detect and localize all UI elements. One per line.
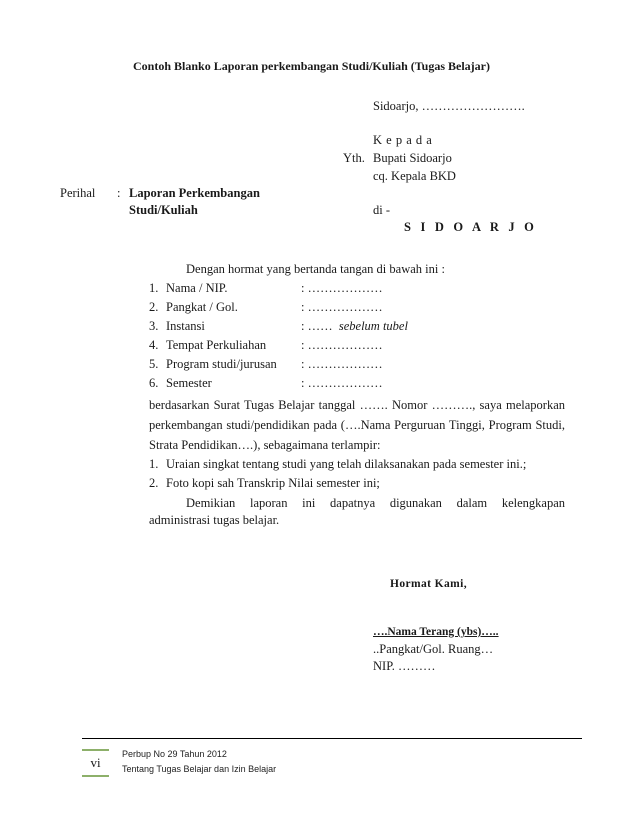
item-value: : ……………… — [301, 300, 383, 314]
item-number: 1. — [149, 281, 159, 295]
footer-line-2: Tentang Tugas Belajar dan Izin Belajar — [122, 764, 277, 774]
attachment-text: Uraian singkat tentang studi yang telah dilaksanakan pada semester ini.; — [166, 457, 527, 471]
attachment-item — [149, 457, 526, 472]
list-item — [149, 281, 383, 299]
recipient-city: S I D O A R J O — [404, 220, 538, 234]
item-number: 5. — [149, 357, 159, 371]
signature-nip: NIP. ……… — [373, 659, 436, 673]
signature-name-text: ….Nama Terang (ybs)….. — [373, 626, 499, 638]
attachment-text: Foto kopi sah Transkrip Nilai semester ini; — [166, 476, 380, 490]
recipient-di: di - — [373, 203, 391, 217]
paragraph-line: perkembangan studi/pendidikan pada (….Nama Perguruan Tinggi, Program Studi, — [149, 418, 565, 432]
footer-line-1: Perbup No 29 Tahun 2012 — [122, 749, 227, 759]
item-value-italic: sebelum tubel — [338, 319, 408, 333]
signature-greeting: Hormat Kami, — [390, 578, 467, 590]
attachment-number: 1. — [149, 457, 159, 471]
item-value: : ……………… — [301, 338, 383, 352]
page-number-accent-top — [82, 749, 109, 751]
list-item — [149, 338, 383, 356]
perihal-colon: : — [117, 186, 121, 200]
item-number: 4. — [149, 338, 159, 352]
item-label: Pangkat / Gol. — [166, 300, 238, 314]
perihal-line2: Studi/Kuliah — [129, 203, 198, 217]
item-value: : ……………… — [301, 376, 383, 390]
place-date: Sidoarjo, ……………………. — [373, 99, 525, 113]
perihal-line1: Laporan Perkembangan — [129, 186, 260, 200]
item-label: Instansi — [166, 319, 205, 333]
attachment-number: 2. — [149, 476, 159, 490]
document-title: Contoh Blanko Laporan perkembangan Studi/Kuliah (Tugas Belajar) — [133, 59, 490, 73]
signature-rank: ..Pangkat/Gol. Ruang… — [373, 642, 494, 656]
item-label: Program studi/jurusan — [166, 357, 277, 371]
signature-name — [373, 626, 499, 638]
page-number-accent-bottom — [82, 775, 109, 777]
item-label: Nama / NIP. — [166, 281, 228, 295]
recipient-yth: Yth. — [343, 151, 365, 165]
closing-line-2: administrasi tugas belajar. — [149, 513, 280, 527]
page-number: vi — [90, 755, 101, 770]
footer-divider — [82, 738, 582, 739]
perihal-label: Perihal — [60, 186, 96, 200]
closing-line-1 — [186, 493, 565, 513]
item-label: Semester — [166, 376, 212, 390]
intro-text: Dengan hormat yang bertanda tangan di bawah ini : — [186, 262, 445, 276]
list-item — [149, 300, 383, 318]
item-value: : …… — [301, 319, 333, 333]
item-value: : ……………… — [301, 357, 383, 371]
paragraph-line: berdasarkan Surat Tugas Belajar tanggal ……. Nomor ………., saya melaporkan — [149, 398, 565, 412]
paragraph-line: Strata Pendidikan….), sebagaimana terlampir: — [149, 438, 381, 452]
closing-text: Demikian laporan ini dapatnya digunakan dalam kelengkapan — [186, 496, 565, 510]
list-item — [149, 319, 408, 337]
recipient-cq: cq. Kepala BKD — [373, 169, 456, 183]
list-item — [149, 376, 383, 394]
item-value: : ……………… — [301, 281, 383, 295]
item-number: 3. — [149, 319, 159, 333]
recipient-name: Bupati Sidoarjo — [373, 151, 452, 165]
body-paragraph — [149, 395, 565, 455]
item-label: Tempat Perkuliahan — [166, 338, 267, 352]
list-item — [149, 357, 383, 375]
item-number: 2. — [149, 300, 159, 314]
recipient-kepada: K e p a d a — [373, 133, 433, 147]
attachment-item — [149, 476, 380, 491]
item-number: 6. — [149, 376, 159, 390]
